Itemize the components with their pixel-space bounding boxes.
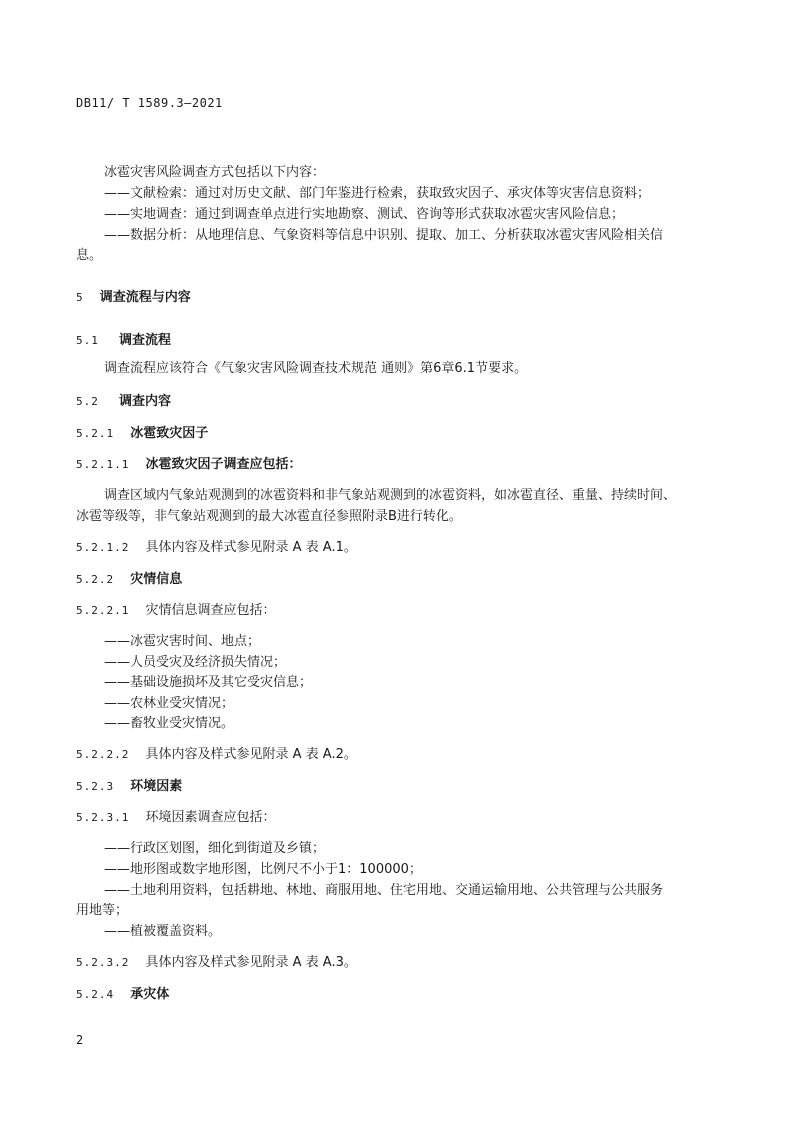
section-number: 5.2.2.1 — [76, 604, 130, 617]
list-item: ——畜牧业受灾情况。 — [104, 716, 235, 731]
section-5-2-2-1-heading — [76, 603, 276, 619]
document-code-header: DB11/ T 1589.3—2021 — [76, 96, 223, 110]
section-5-1-heading — [76, 333, 171, 349]
section-number: 5.2.2 — [76, 573, 115, 586]
intro-item-field-survey: ——实地调查：通过到调查单点进行实地勘察、测试、咨询等形式获取冰雹灾害风险信息； — [104, 207, 625, 222]
section-title: 环境因素调查应包括： — [145, 810, 276, 825]
section-text: 具体内容及样式参见附录 A 表 A.3。 — [145, 955, 357, 970]
section-title: 冰雹致灾因子 — [130, 426, 209, 441]
list-item: ——基础设施损坏及其它受灾信息； — [104, 675, 313, 690]
section-number: 5.2.4 — [76, 988, 115, 1001]
section-number: 5.1 — [76, 334, 99, 347]
intro-item-data-analysis: ——数据分析：从地理信息、气象资料等信息中识别、提取、加工、分析获取冰雹灾害风险相关信 — [104, 228, 664, 243]
section-number: 5.2.1.2 — [76, 541, 130, 554]
section-number: 5.2.1 — [76, 427, 115, 440]
intro-lead: 冰雹灾害风险调查方式包括以下内容： — [104, 165, 326, 180]
section-number: 5.2 — [76, 395, 99, 408]
list-item: ——冰雹灾害时间、地点； — [104, 634, 261, 649]
section-5-2-3-heading — [76, 779, 182, 795]
list-item: ——行政区划图，细化到街道及乡镇； — [104, 841, 326, 856]
list-item-cont: 用地等； — [76, 903, 129, 918]
section-5-1-body: 调查流程应该符合《气象灾害风险调查技术规范 通则》第6章6.1节要求。 — [104, 361, 528, 376]
section-number: 5 — [76, 291, 84, 304]
section-5-2-1-heading — [76, 426, 208, 442]
section-5-2-1-1-body: 调查区域内气象站观测到的冰雹资料和非气象站观测到的冰雹资料，如冰雹直径、重量、持续时间、 — [104, 488, 677, 503]
section-number: 5.2.2.2 — [76, 748, 130, 761]
intro-item-data-analysis-cont: 息。 — [76, 248, 103, 263]
section-title: 灾情信息 — [130, 572, 183, 587]
section-5-2-2-heading — [76, 572, 182, 588]
list-item: ——土地利用资料，包括耕地、林地、商服用地、住宅用地、交通运输用地、公共管理与公共服务 — [104, 883, 664, 898]
section-number: 5.2.3 — [76, 780, 115, 793]
section-text: 具体内容及样式参见附录 A 表 A.2。 — [145, 747, 357, 762]
section-title: 调查流程与内容 — [99, 290, 191, 305]
section-title: 冰雹致灾因子调查应包括： — [145, 457, 302, 472]
section-5-2-heading — [76, 394, 171, 410]
section-5-2-1-1-body-cont: 冰雹等级等，非气象站观测到的最大冰雹直径参照附录B进行转化。 — [76, 509, 462, 524]
section-text: 具体内容及样式参见附录 A 表 A.1。 — [145, 540, 357, 555]
section-5-2-1-1-heading — [76, 457, 302, 473]
section-title: 环境因素 — [130, 779, 183, 794]
section-title: 调查流程 — [119, 333, 172, 348]
section-number: 5.2.3.2 — [76, 956, 130, 969]
list-item: ——人员受灾及经济损失情况； — [104, 655, 287, 670]
section-number: 5.2.3.1 — [76, 811, 130, 824]
section-5-2-3-1-heading — [76, 810, 276, 826]
section-5-2-2-2 — [76, 747, 357, 763]
section-title: 承灾体 — [130, 987, 170, 1002]
list-item: ——地形图或数字地形图，比例尺不小于1：100000； — [104, 862, 422, 877]
page-number: 2 — [76, 1033, 84, 1047]
section-5-2-3-2 — [76, 955, 357, 971]
section-number: 5.2.1.1 — [76, 458, 130, 471]
section-5-heading — [76, 290, 191, 306]
section-title: 调查内容 — [119, 394, 172, 409]
section-5-2-1-2 — [76, 540, 357, 556]
section-5-2-4-heading — [76, 987, 169, 1003]
intro-item-literature: ——文献检索：通过对历史文献、部门年鉴进行检索，获取致灾因子、承灾体等灾害信息资料； — [104, 186, 651, 201]
list-item: ——农林业受灾情况； — [104, 696, 235, 711]
list-item: ——植被覆盖资料。 — [104, 924, 222, 939]
section-title: 灾情信息调查应包括： — [145, 603, 276, 618]
